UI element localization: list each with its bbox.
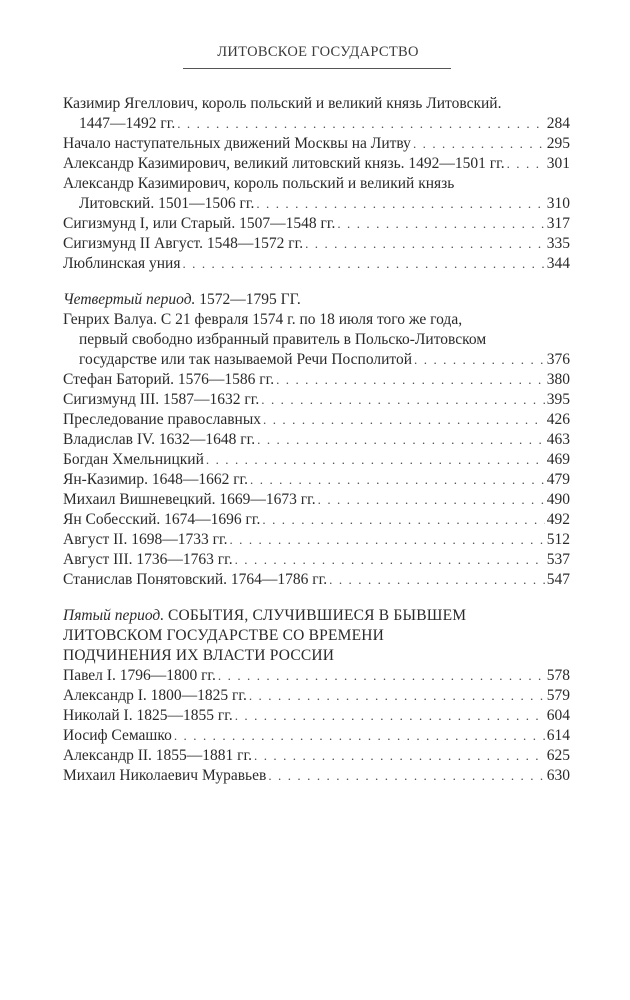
period-title-line1: СОБЫТИЯ, СЛУЧИВШИЕСЯ В БЫВШЕМ [167, 607, 467, 624]
period-heading-5 [63, 605, 570, 627]
dot-leader [261, 389, 544, 411]
toc-entry-sigismund-i[interactable]: Сигизмунд I, или Старый. 1507—1548 гг. . . . 317 [63, 213, 570, 235]
toc-entry-augustus-iii[interactable]: Август III. 1736—1763 гг. . . . 537 [63, 549, 570, 571]
toc-entry-kazimir-line1[interactable]: Казимир Ягеллович, король польский и великий князь Литовский. [63, 95, 502, 112]
page-number: 492 [546, 511, 570, 528]
toc-entry-kazimir[interactable]: 1447—1492 гг. . . . 284 [79, 113, 570, 135]
page-number: 630 [546, 767, 570, 784]
toc-entry-sigismund-iii[interactable]: Сигизмунд III. 1587—1632 гг. . . . 395 [63, 389, 570, 411]
page-number: 579 [546, 687, 570, 704]
dot-leader [229, 529, 544, 551]
running-head: ЛИТОВСКОЕ ГОСУДАРСТВО [217, 44, 419, 60]
dot-leader [182, 253, 544, 275]
page-number: 317 [546, 215, 570, 232]
toc-entry-augustus-ii[interactable]: Август II. 1698—1733 гг. . . . 512 [63, 529, 570, 551]
page-number: 463 [546, 431, 570, 448]
dot-leader [262, 509, 544, 531]
page-number: 614 [546, 727, 570, 744]
dot-leader [257, 429, 545, 451]
period-label: Пятый период. [63, 607, 165, 624]
dot-leader [276, 369, 545, 391]
dot-leader [235, 705, 545, 727]
toc-entry-alexander-ii[interactable]: Александр II. 1855—1881 гг. . . . 625 [63, 745, 570, 767]
page-number: 395 [546, 391, 570, 408]
page-number: 380 [546, 371, 570, 388]
page-number: 344 [546, 255, 570, 272]
dot-leader [174, 725, 545, 747]
toc-entry-nicholas-i[interactable]: Николай I. 1825—1855 гг. . . . 604 [63, 705, 570, 727]
toc-entry-alexander-king-line1[interactable]: Александр Казимирович, король польский и великий князь [63, 175, 455, 192]
dot-leader [256, 193, 544, 215]
dot-leader [177, 113, 545, 135]
page-number: 490 [546, 491, 570, 508]
page-number: 625 [546, 747, 570, 764]
toc-entry-orthodox-persecution[interactable]: Преследование православных . . . 426 [63, 409, 570, 431]
toc-entry-henri-valois-line2[interactable]: первый свободно избранный правитель в Польско-Литовском [79, 331, 487, 348]
page-number: 426 [546, 411, 570, 428]
dot-leader [413, 133, 545, 155]
page-number: 547 [546, 571, 570, 588]
toc-entry-sigismund-ii[interactable]: Сигизмунд II Август. 1548—1572 гг. . . . 335 [63, 233, 570, 255]
toc-entry-muravyov[interactable]: Михаил Николаевич Муравьев . . . 630 [63, 765, 570, 787]
page-number: 604 [546, 707, 570, 724]
dot-leader [235, 549, 545, 571]
toc-entry-poniatowski[interactable]: Станислав Понятовский. 1764—1786 гг. . . . 547 [63, 569, 570, 591]
dot-leader [206, 449, 545, 471]
dot-leader [507, 153, 545, 175]
toc-entry-henri-valois[interactable]: государстве или так называемой Речи Посполитой . . . 376 [79, 349, 570, 371]
toc-entry-alexander-prince[interactable]: Александр Казимирович, великий литовский князь. 1492—1501 гг. . . . 301 [63, 153, 570, 175]
toc-entry-khmelnytsky[interactable]: Богдан Хмельницкий . . . 469 [63, 449, 570, 471]
period-label: Четвертый период. [63, 291, 196, 308]
toc-entry-henri-valois-line1[interactable]: Генрих Валуа. С 21 февраля 1574 г. по 18 июля того же года, [63, 311, 463, 328]
running-head-rule [183, 68, 451, 69]
dot-leader [249, 685, 545, 707]
toc-entry-wisniowiecki[interactable]: Михаил Вишневецкий. 1669—1673 гг. . . . 490 [63, 489, 570, 511]
dot-leader [329, 569, 545, 591]
dot-leader [250, 469, 545, 491]
page-number: 376 [546, 351, 570, 368]
period-title-line3: ПОДЧИНЕНИЯ ИХ ВЛАСТИ РОССИИ [63, 647, 335, 664]
page-number: 310 [546, 195, 570, 212]
dot-leader [268, 765, 544, 787]
page-number: 335 [546, 235, 570, 252]
toc-entry-moscow-offensive[interactable]: Начало наступательных движений Москвы на Литву . . . 295 [63, 133, 570, 155]
page-number: 284 [546, 115, 570, 132]
toc-entry-alexander-i[interactable]: Александр I. 1800—1825 гг. . . . 579 [63, 685, 570, 707]
toc-entry-sobieski[interactable]: Ян Собесский. 1674—1696 гг. . . . 492 [63, 509, 570, 531]
period-title-line2: ЛИТОВСКОМ ГОСУДАРСТВЕ СО ВРЕМЕНИ [63, 627, 385, 644]
toc-entry-stefan-batory[interactable]: Стефан Баторий. 1576—1586 гг. . . . 380 [63, 369, 570, 391]
toc-entry-lublin-union[interactable]: Люблинская уния . . . 344 [63, 253, 570, 275]
toc-entry-jan-kazimierz[interactable]: Ян-Казимир. 1648—1662 гг. . . . 479 [63, 469, 570, 491]
dot-leader [318, 489, 545, 511]
toc-entry-paul-i[interactable]: Павел I. 1796—1800 гг. . . . 578 [63, 665, 570, 687]
page-number: 479 [546, 471, 570, 488]
dot-leader [305, 233, 545, 255]
toc-entry-wladyslaw-iv[interactable]: Владислав IV. 1632—1648 гг. . . . 463 [63, 429, 570, 451]
page-number: 295 [546, 135, 570, 152]
dot-leader [254, 745, 545, 767]
period-heading-4 [63, 289, 570, 311]
toc-entry-semashko[interactable]: Иосиф Семашко . . . 614 [63, 725, 570, 747]
dot-leader [218, 665, 545, 687]
page-number: 578 [546, 667, 570, 684]
page-number: 301 [546, 155, 570, 172]
page-number: 512 [546, 531, 570, 548]
page-number: 469 [546, 451, 570, 468]
dot-leader [414, 349, 545, 371]
dot-leader [263, 409, 545, 431]
page-number: 537 [546, 551, 570, 568]
period-years: 1572—1795 ГГ. [199, 291, 301, 308]
dot-leader [337, 213, 544, 235]
toc-entry-alexander-king[interactable]: Литовский. 1501—1506 гг. . . . 310 [79, 193, 570, 215]
